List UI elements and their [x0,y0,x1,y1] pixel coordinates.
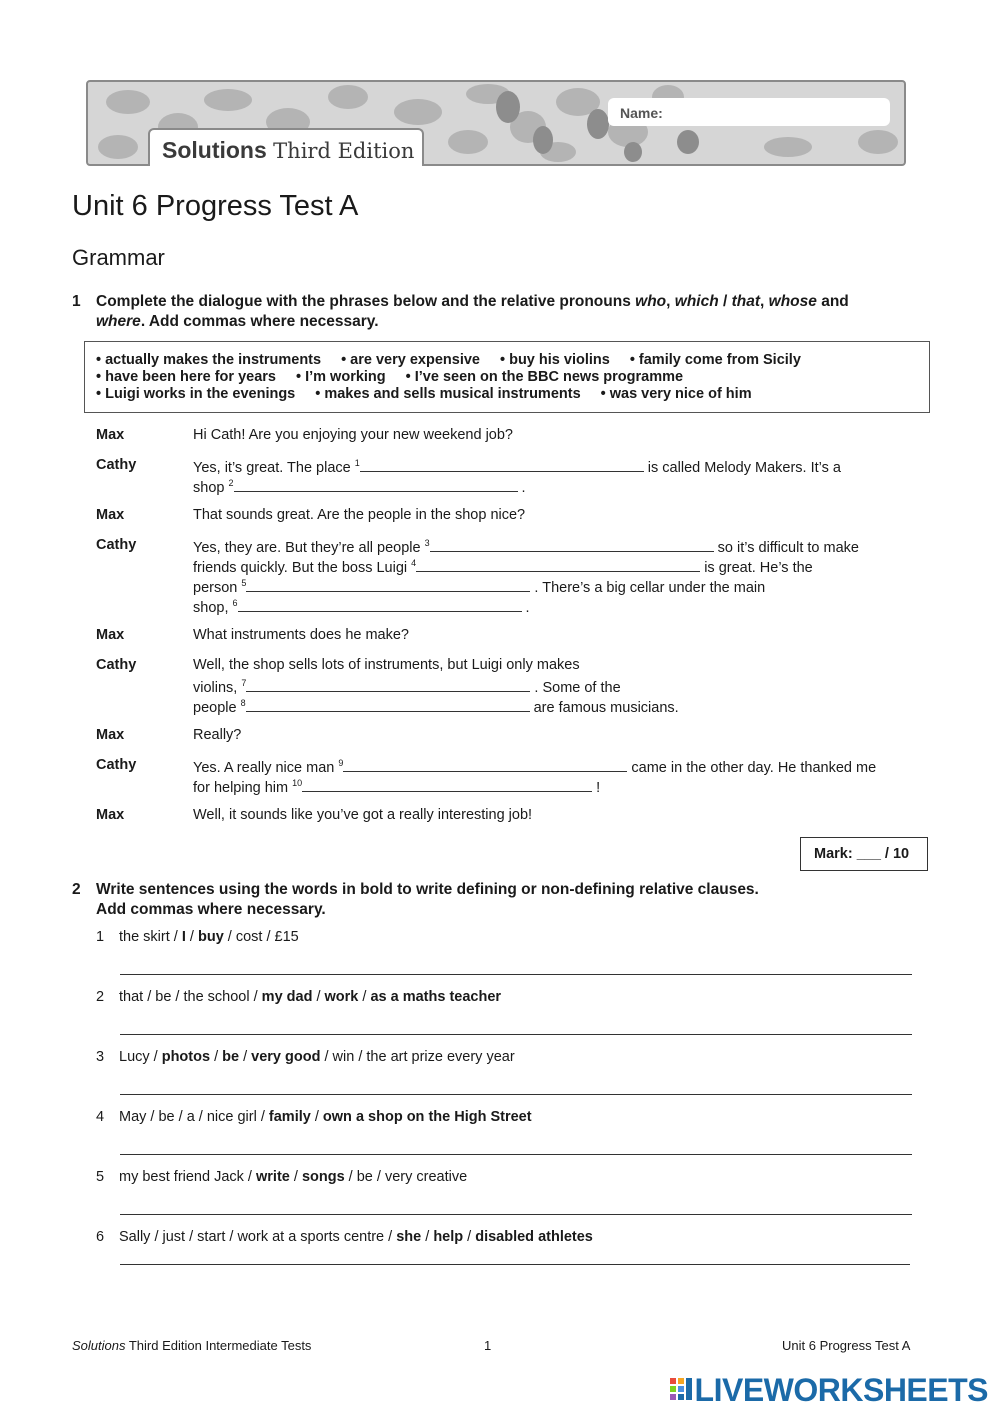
footer-text: Third Edition Intermediate Tests [125,1338,312,1353]
section-title: Grammar [72,245,165,270]
gap-10-input[interactable] [302,777,592,792]
phrase: • I’ve seen on the BBC news programme [405,369,684,385]
text: shop, [193,600,233,616]
footer-right: Unit 6 Progress Test A [782,1338,911,1353]
phrase: • are very expensive [341,352,480,368]
phrase: • was very nice of him [600,386,752,402]
instr-line: Add commas where necessary. [96,901,326,918]
brand-bold: Solutions [162,137,267,163]
bold-word: help [433,1229,464,1245]
logo-text: LIVEWORKSHEETS [694,1372,988,1408]
speaker: Cathy [96,457,137,473]
speaker: Cathy [96,657,137,673]
bold-word: I [181,929,186,945]
liveworksheets-logo [670,1372,988,1409]
dialogue-line: Well, the shop sells lots of instruments, but Luigi only makes [193,657,580,673]
gap-number: 3 [424,538,430,549]
speaker: Max [96,807,125,823]
dialogue-line: That sounds great. Are the people in the shop nice? [193,507,526,523]
gap-number: 2 [228,478,234,489]
text: Yes. A really nice man [193,760,339,776]
answer-line-6[interactable] [120,1264,910,1265]
w: May / be / a / nice girl / [119,1109,269,1125]
name-label: Name: [620,105,663,121]
dialogue-line: What instruments does he make? [193,627,409,643]
dialogue-line [193,537,859,556]
w: / [463,1229,476,1245]
answer-line-1[interactable] [120,974,912,975]
phrase-row-3 [96,386,772,402]
brand-edition: Third Edition [273,139,415,163]
text: . [521,600,530,616]
w: / [421,1229,434,1245]
phrase: • actually makes the instruments [96,352,322,368]
text: Yes, it’s great. The place [193,460,355,476]
question-1-instruction [96,292,849,332]
instr-part: , [666,293,675,310]
instr-who: who [635,293,667,310]
item-number: 6 [96,1229,105,1245]
text: friends quickly. But the boss Luigi [193,560,412,576]
instr-which: which [674,293,719,310]
w: that / be / the school / [119,989,262,1005]
answer-line-5[interactable] [120,1214,912,1215]
footer-italic: Solutions [72,1338,126,1353]
text: person [193,580,242,596]
dialogue-line [193,677,621,696]
dialogue-line: Well, it sounds like you’ve got a really interesting job! [193,807,533,823]
bold-word: she [396,1229,422,1245]
speaker: Max [96,727,125,743]
footer-left [72,1338,311,1353]
instr-part: and [816,293,849,310]
gap-6-input[interactable] [238,597,522,612]
phrase: • buy his violins [499,352,610,368]
phrase: • have been here for years [96,369,276,385]
bold-word: work [324,989,359,1005]
bold-word: songs [301,1169,345,1185]
w: / cost / £15 [223,929,299,945]
instr-part: . Add commas where necessary. [140,313,379,330]
dialogue-line [193,477,526,496]
item-prompt [119,1229,593,1245]
speaker: Max [96,507,125,523]
gap-7-input[interactable] [246,677,530,692]
phrase: • I’m working [295,369,386,385]
text: Yes, they are. But they’re all people [193,540,425,556]
instr-part: / [718,293,732,310]
question-2-number: 2 [72,881,81,898]
instr-where: where [96,313,141,330]
gap-2-input[interactable] [234,477,518,492]
text: so it’s difficult to make [713,540,859,556]
gap-number: 7 [241,678,247,689]
text: came in the other day. He thanked me [627,760,877,776]
bold-word: disabled athletes [475,1229,593,1245]
text: people [193,700,241,716]
text: . [517,480,526,496]
bold-word: own a shop on the High Street [322,1109,532,1125]
gap-number: 1 [354,458,360,469]
bold-word: my dad [261,989,313,1005]
w: Lucy / [119,1049,162,1065]
phrase: • Luigi works in the evenings [96,386,296,402]
phrase-row-1 [96,352,821,368]
instr-part: Complete the dialogue with the phrases below and the relative pronouns [96,293,636,310]
item-number: 5 [96,1169,105,1185]
bold-word: buy [197,929,224,945]
instr-line: Write sentences using the words in bold to write defining or non-defining relative clauses. [96,881,759,898]
w: / [210,1049,223,1065]
mark-label: Mark: ___ / 10 [814,846,910,862]
speaker: Max [96,427,125,443]
dialogue-line: Hi Cath! Are you enjoying your new weekend job? [193,427,513,443]
w: / [310,1109,323,1125]
dialogue-line [193,757,876,776]
speaker: Cathy [96,757,137,773]
gap-number: 10 [292,778,303,789]
phrase: • makes and sells musical instruments [315,386,581,402]
instr-whose: whose [768,293,817,310]
item-prompt [119,929,299,945]
dialogue-line [193,777,600,796]
page-number: 1 [484,1338,492,1353]
speaker: Max [96,627,125,643]
w: / [185,929,198,945]
w: / [358,989,371,1005]
item-prompt [119,1049,515,1065]
gap-number: 4 [411,558,417,569]
w: / [312,989,325,1005]
phrase-row-2 [96,369,703,385]
dialogue-line [193,597,530,616]
gap-3-input[interactable] [430,537,714,552]
answer-line-2[interactable] [120,1034,912,1035]
w: Sally / just / start / work at a sports centre / [119,1229,397,1245]
speaker: Cathy [96,537,137,553]
item-prompt [119,1109,532,1125]
dialogue-line [193,697,679,716]
text: is great. He’s the [700,560,813,576]
w: the skirt / [119,929,182,945]
w: / [239,1049,252,1065]
text: shop [193,480,229,496]
bold-word: as a maths teacher [370,989,502,1005]
text: are famous musicians. [529,700,679,716]
gap-8-input[interactable] [246,697,530,712]
text: for helping him [193,780,293,796]
item-number: 3 [96,1049,105,1065]
instr-part: , [760,293,769,310]
logo-icon [670,1378,692,1404]
item-number: 4 [96,1109,105,1125]
dialogue-line: Really? [193,727,242,743]
bold-word: write [256,1169,290,1185]
gap-number: 8 [240,698,246,709]
text: violins, [193,680,242,696]
text: . Some of the [530,680,621,696]
text: ! [592,780,601,796]
dialogue-line [193,557,813,576]
dialogue-line [193,577,765,596]
phrase: • family come from Sicily [629,352,801,368]
brand-logo [162,137,414,164]
gap-number: 5 [241,578,247,589]
item-prompt [119,989,501,1005]
item-number: 2 [96,989,105,1005]
gap-9-input[interactable] [343,757,627,772]
gap-number: 6 [232,598,238,609]
bold-word: photos [161,1049,211,1065]
w: my best friend Jack / [119,1169,256,1185]
page-title: Unit 6 Progress Test A [72,190,359,222]
bold-word: be [222,1049,240,1065]
item-prompt [119,1169,467,1185]
dialogue-line [193,457,841,476]
answer-line-3[interactable] [120,1094,912,1095]
text: . There’s a big cellar under the main [530,580,766,596]
gap-4-input[interactable] [416,557,700,572]
w: / [289,1169,302,1185]
gap-5-input[interactable] [246,577,530,592]
item-number: 1 [96,929,105,945]
gap-number: 9 [338,758,344,769]
bold-word: family [268,1109,311,1125]
w: / win / the art prize every year [320,1049,515,1065]
instr-that: that [731,293,761,310]
gap-1-input[interactable] [360,457,644,472]
bold-word: very good [251,1049,321,1065]
w: / be / very creative [344,1169,468,1185]
text: is called Melody Makers. It’s a [643,460,841,476]
question-1-number: 1 [72,293,81,310]
question-2-instruction [96,880,759,920]
answer-line-4[interactable] [120,1154,912,1155]
